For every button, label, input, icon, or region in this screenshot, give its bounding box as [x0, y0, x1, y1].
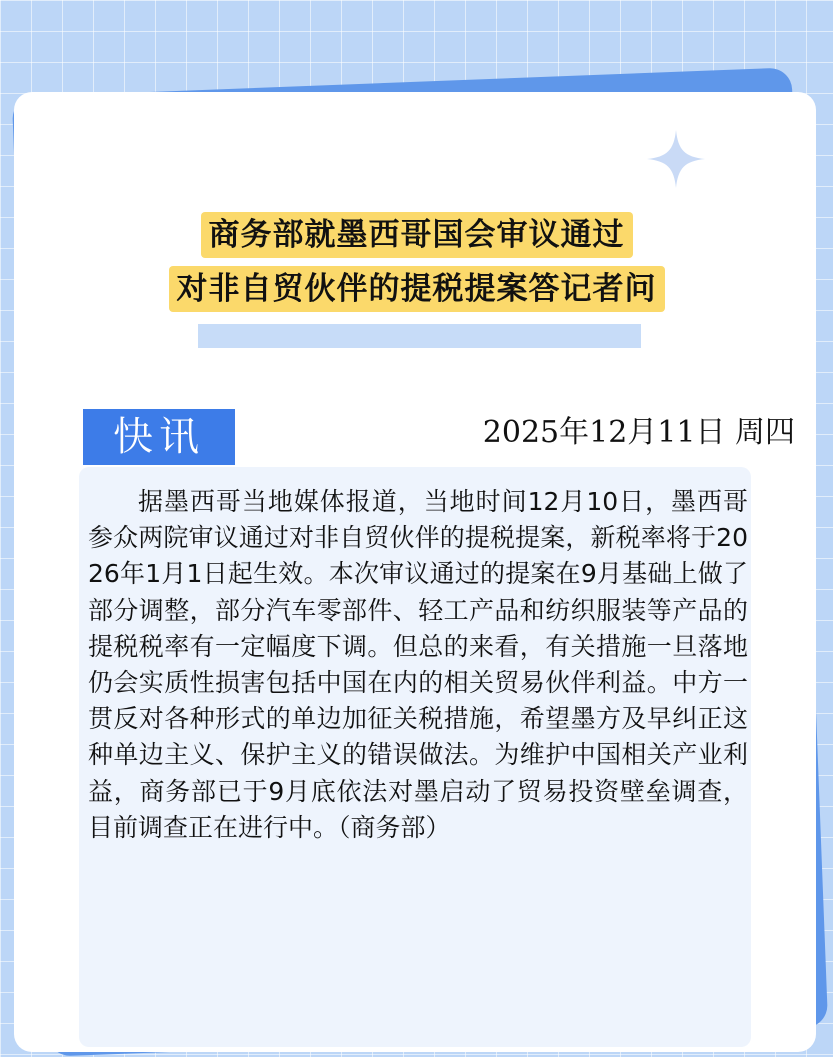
publish-date: 2025年12月11日 周四	[482, 415, 795, 450]
headline-line-2	[0, 266, 833, 312]
article-body: 据墨西哥当地媒体报道，当地时间12月10日，墨西哥参众两院审议通过对非自贸伙伴的提税提案，新税率将于2026年1月1日起生效。本次审议通过的提案在9月基础上做了部分调整，部分汽车零部件、轻工产品和纺织服装等产品的提税税率有一定幅度下调。但总的来看，有关措施一旦落地仍会实质性损害包括中国在内的相关贸易伙伴利益。中方一贯反对各种形式的单边加征关税措施，希望墨方及早纠正这种单边主义、保护主义的错误做法。为维护中国相关产业利益，商务部已于9月底依法对墨启动了贸易投资壁垒调查，目前调查正在进行中。（商务部）	[88, 487, 748, 842]
sparkle-icon	[645, 128, 707, 190]
news-flash-badge: 快讯	[83, 409, 235, 465]
headline-line-1	[0, 212, 833, 258]
headline-underline	[198, 324, 641, 348]
headline-text-2: 对非自贸伙伴的提税提案答记者问	[169, 266, 665, 312]
headline-text-1: 商务部就墨西哥国会审议通过	[201, 212, 633, 258]
